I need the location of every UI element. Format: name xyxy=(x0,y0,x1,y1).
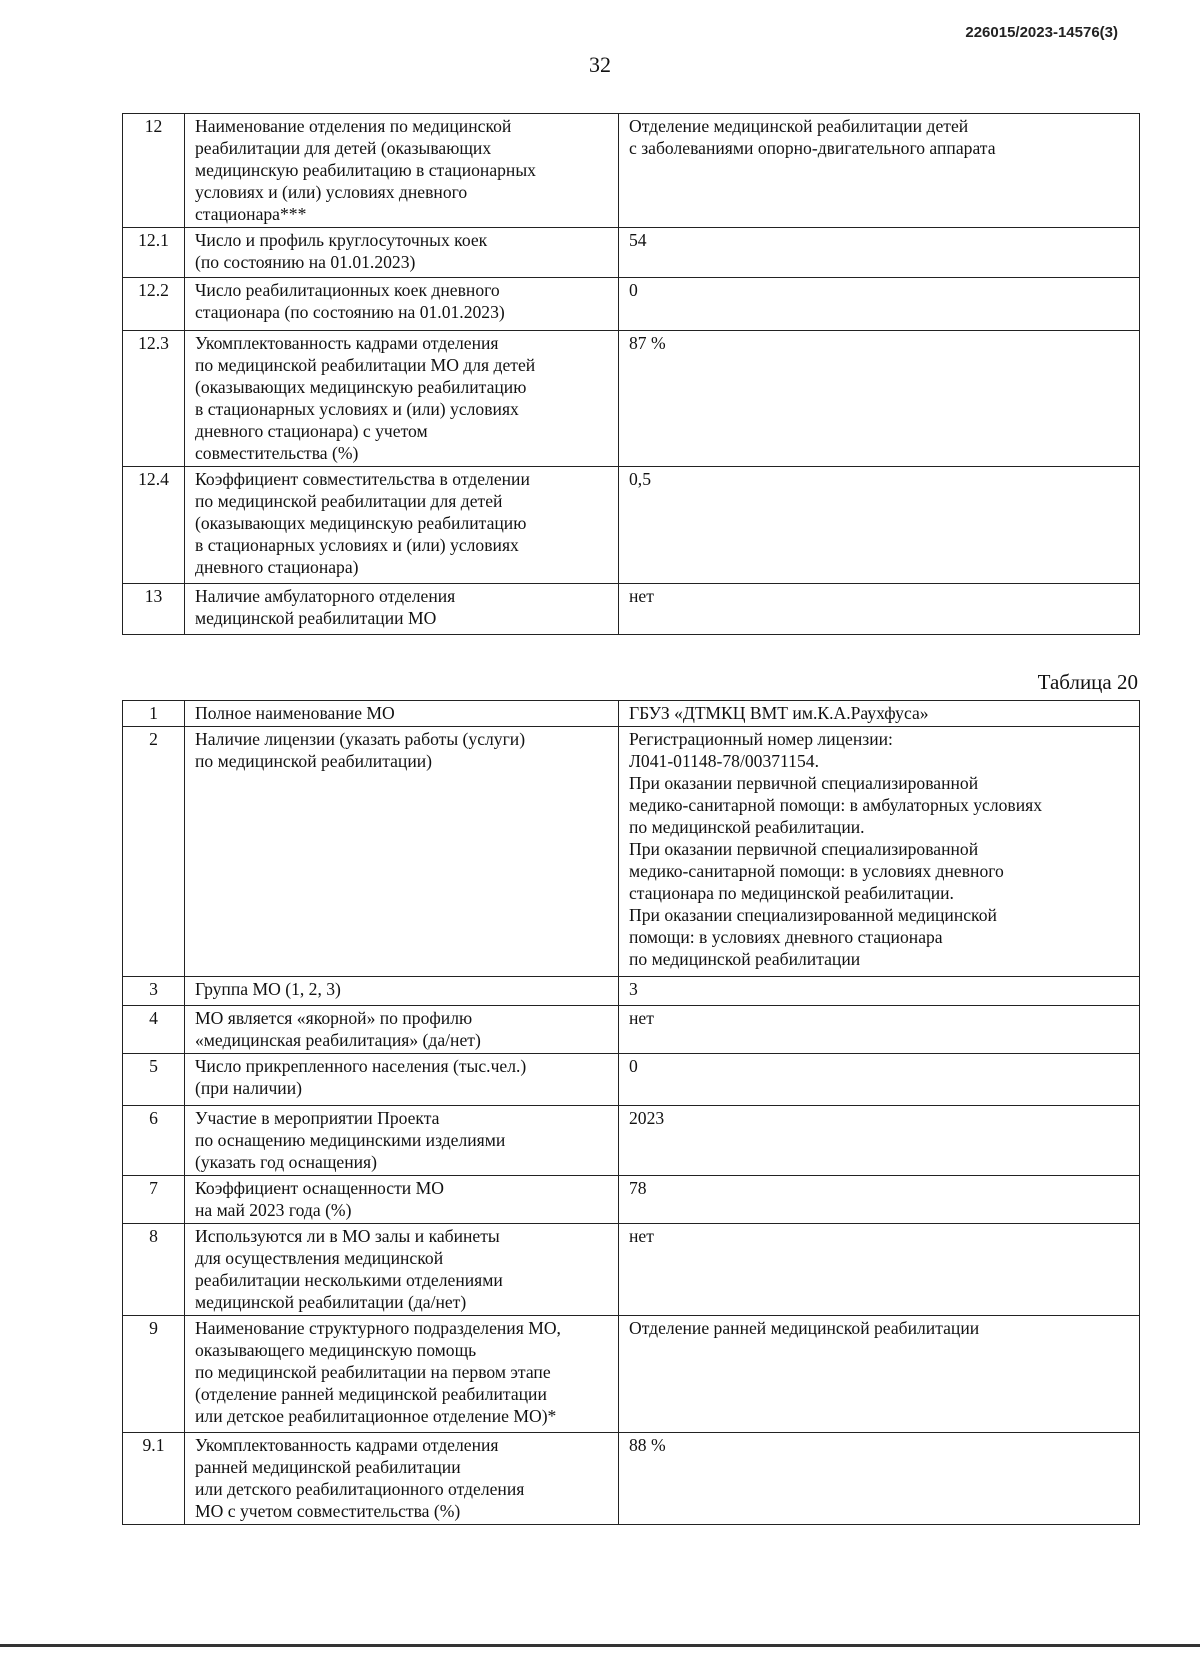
table-row xyxy=(123,977,1140,1006)
row-number: 2 xyxy=(123,727,185,977)
row-value: 0 xyxy=(619,1054,1140,1106)
row-label: Коэффициент совместительства в отделении по медицинской реабилитации для детей (оказывающих медицинскую реабилитацию в стационарных условиях и (или) условиях дневного стационара) xyxy=(185,467,619,584)
row-label: Используются ли в МО залы и кабинеты для осуществления медицинской реабилитации несколькими отделениями медицинской реабилитации (да/нет) xyxy=(185,1224,619,1316)
row-label: Наличие амбулаторного отделения медицинской реабилитации МО xyxy=(185,584,619,635)
row-number: 13 xyxy=(123,584,185,635)
row-value: 0,5 xyxy=(619,467,1140,584)
row-number: 7 xyxy=(123,1176,185,1224)
table-row xyxy=(123,1054,1140,1106)
row-number: 12.3 xyxy=(123,331,185,467)
scan-edge-divider xyxy=(0,1644,1200,1647)
row-label: Наличие лицензии (указать работы (услуги) по медицинской реабилитации) xyxy=(185,727,619,977)
table-row xyxy=(123,584,1140,635)
row-label: Группа МО (1, 2, 3) xyxy=(185,977,619,1006)
row-number: 9 xyxy=(123,1316,185,1433)
row-value: 88 % xyxy=(619,1433,1140,1525)
row-value: 54 xyxy=(619,228,1140,278)
row-value: нет xyxy=(619,1006,1140,1054)
table-rehab-departments xyxy=(122,113,1140,635)
row-value: ГБУЗ «ДТМКЦ ВМТ им.К.А.Раухфуса» xyxy=(619,701,1140,727)
row-value: 87 % xyxy=(619,331,1140,467)
row-value: 3 xyxy=(619,977,1140,1006)
row-value: нет xyxy=(619,584,1140,635)
row-number: 12.1 xyxy=(123,228,185,278)
table-20 xyxy=(122,700,1140,1525)
page-number: 32 xyxy=(589,52,611,77)
row-label: Коэффициент оснащенности МО на май 2023 года (%) xyxy=(185,1176,619,1224)
row-value: Отделение медицинской реабилитации детей с заболеваниями опорно-двигательного аппарата xyxy=(619,114,1140,228)
table-row xyxy=(123,1224,1140,1316)
row-number: 12 xyxy=(123,114,185,228)
row-number: 4 xyxy=(123,1006,185,1054)
row-label: Полное наименование МО xyxy=(185,701,619,727)
row-label: МО является «якорной» по профилю «медицинская реабилитация» (да/нет) xyxy=(185,1006,619,1054)
row-label: Число реабилитационных коек дневного стационара (по состоянию на 01.01.2023) xyxy=(185,278,619,331)
row-number: 1 xyxy=(123,701,185,727)
table-row xyxy=(123,467,1140,584)
row-number: 5 xyxy=(123,1054,185,1106)
row-number: 3 xyxy=(123,977,185,1006)
row-number: 12.2 xyxy=(123,278,185,331)
table-row xyxy=(123,1433,1140,1525)
row-number: 9.1 xyxy=(123,1433,185,1525)
row-label: Наименование структурного подразделения МО, оказывающего медицинскую помощь по медицинской реабилитации на первом этапе (отделение ранней медицинской реабилитации или детское реабилитационное отделение МО)* xyxy=(185,1316,619,1433)
table-row xyxy=(123,1106,1140,1176)
table-row xyxy=(123,1316,1140,1433)
table-caption: Таблица 20 xyxy=(1037,670,1138,694)
row-value: нет xyxy=(619,1224,1140,1316)
row-number: 6 xyxy=(123,1106,185,1176)
row-label: Укомплектованность кадрами отделения ранней медицинской реабилитации или детского реабилитационного отделения МО с учетом совместительства (%) xyxy=(185,1433,619,1525)
row-label: Число и профиль круглосуточных коек (по состоянию на 01.01.2023) xyxy=(185,228,619,278)
document-id: 226015/2023-14576(3) xyxy=(965,24,1118,41)
row-label: Укомплектованность кадрами отделения по медицинской реабилитации МО для детей (оказывающих медицинскую реабилитацию в стационарных условиях и (или) условиях дневного стационара) с учетом совместительства (%) xyxy=(185,331,619,467)
row-value: 2023 xyxy=(619,1106,1140,1176)
table-row xyxy=(123,228,1140,278)
table-row xyxy=(123,1006,1140,1054)
table-row xyxy=(123,114,1140,228)
row-value: 78 xyxy=(619,1176,1140,1224)
table-row xyxy=(123,331,1140,467)
row-value: 0 xyxy=(619,278,1140,331)
row-label: Наименование отделения по медицинской реабилитации для детей (оказывающих медицинскую реабилитацию в стационарных условиях и (или) условиях дневного стационара*** xyxy=(185,114,619,228)
row-value: Отделение ранней медицинской реабилитации xyxy=(619,1316,1140,1433)
table-row xyxy=(123,278,1140,331)
row-label: Число прикрепленного населения (тыс.чел.) (при наличии) xyxy=(185,1054,619,1106)
row-number: 12.4 xyxy=(123,467,185,584)
table-row xyxy=(123,701,1140,727)
table-row xyxy=(123,727,1140,977)
row-label: Участие в мероприятии Проекта по оснащению медицинскими изделиями (указать год оснащения) xyxy=(185,1106,619,1176)
row-number: 8 xyxy=(123,1224,185,1316)
row-value: Регистрационный номер лицензии: Л041-01148-78/00371154. При оказании первичной специализированной медико-санитарной помощи: в амбулаторных условиях по медицинской реабилитации. При оказании первичной специализированной медико-санитарной помощи: в условиях дневного стационара по медицинской реабилитации. При оказании специализированной медицинской помощи: в условиях дневного стационара по медицинской реабилитации xyxy=(619,727,1140,977)
table-row xyxy=(123,1176,1140,1224)
